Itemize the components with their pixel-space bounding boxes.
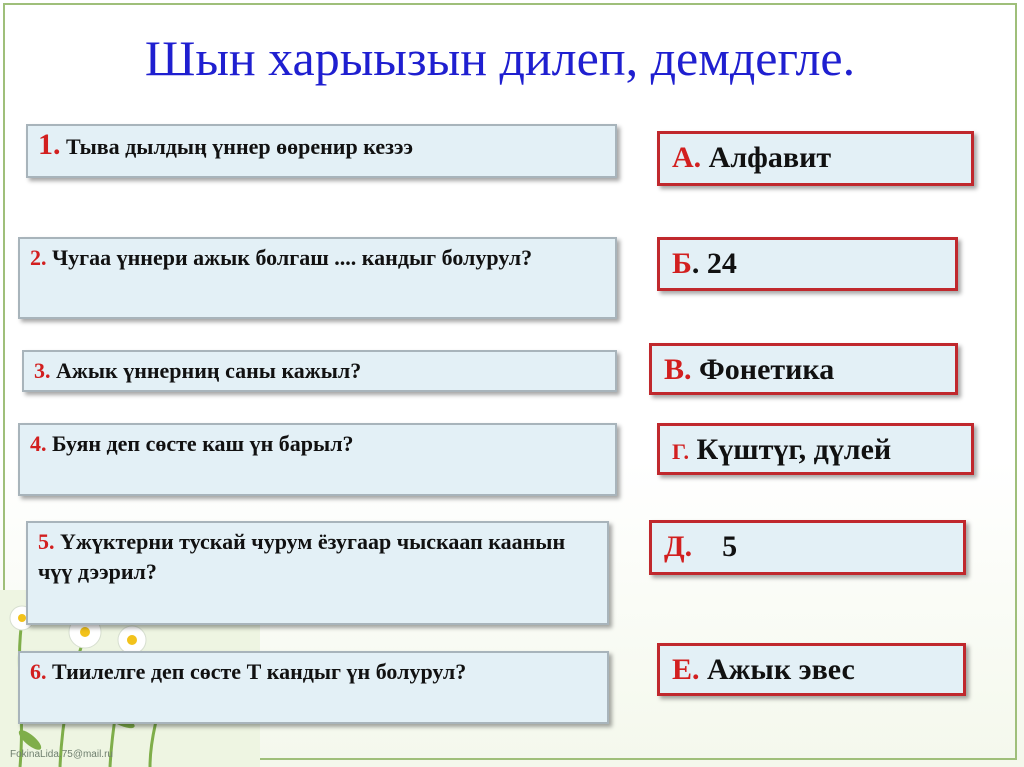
slide-title: Шын харыызын дилеп, демдегле. — [144, 30, 856, 86]
question-number: 2. — [30, 245, 47, 270]
answer-letter: Е. — [672, 653, 700, 686]
answer-text: Фонетика — [691, 353, 835, 386]
answer-d[interactable] — [649, 520, 966, 575]
answer-letter: А. — [672, 141, 702, 174]
question-text: Тиилелге деп сөсте Т кандыг үн болурул? — [46, 659, 467, 684]
question-number: 1. — [38, 128, 61, 161]
answer-a[interactable] — [657, 131, 974, 186]
answer-text: 5 — [692, 530, 738, 563]
answer-text: . 24 — [691, 247, 737, 280]
question-6[interactable] — [18, 651, 609, 724]
answer-e[interactable] — [657, 643, 966, 696]
question-2[interactable] — [18, 237, 617, 319]
question-4[interactable] — [18, 423, 617, 496]
answer-letter: В. — [664, 353, 692, 386]
question-text: Тыва дылдың үннер өөренир кезээ — [60, 134, 413, 159]
question-number: 3. — [34, 358, 51, 383]
question-1[interactable] — [26, 124, 617, 178]
answer-v[interactable] — [649, 343, 958, 395]
question-3[interactable] — [22, 350, 617, 392]
question-text: Чугаа үннери ажык болгаш .... кандыг болурул? — [46, 245, 533, 270]
question-number: 4. — [30, 431, 47, 456]
question-number: 6. — [30, 659, 47, 684]
question-text: Үжүктерни тускай чурум ёзугаар чыскаап каанын чүү дээрил? — [38, 529, 566, 584]
question-5[interactable] — [26, 521, 609, 625]
question-text: Буян деп сөсте каш үн барыл? — [46, 431, 354, 456]
answer-text: Алфавит — [701, 141, 832, 174]
question-text: Ажык үннерниң саны кажыл? — [50, 358, 362, 383]
question-number: 5. — [38, 529, 55, 554]
answer-text: Күштүг, дүлей — [689, 433, 892, 466]
answer-text: Ажык эвес — [699, 653, 855, 686]
answer-letter: Г. — [672, 439, 690, 464]
answer-g[interactable] — [657, 423, 974, 475]
answer-letter: Д. — [664, 530, 693, 563]
footer-email: FokinaLida.75@mail.ru — [10, 749, 113, 760]
answer-b[interactable] — [657, 237, 958, 291]
answer-letter: Б — [672, 247, 692, 280]
